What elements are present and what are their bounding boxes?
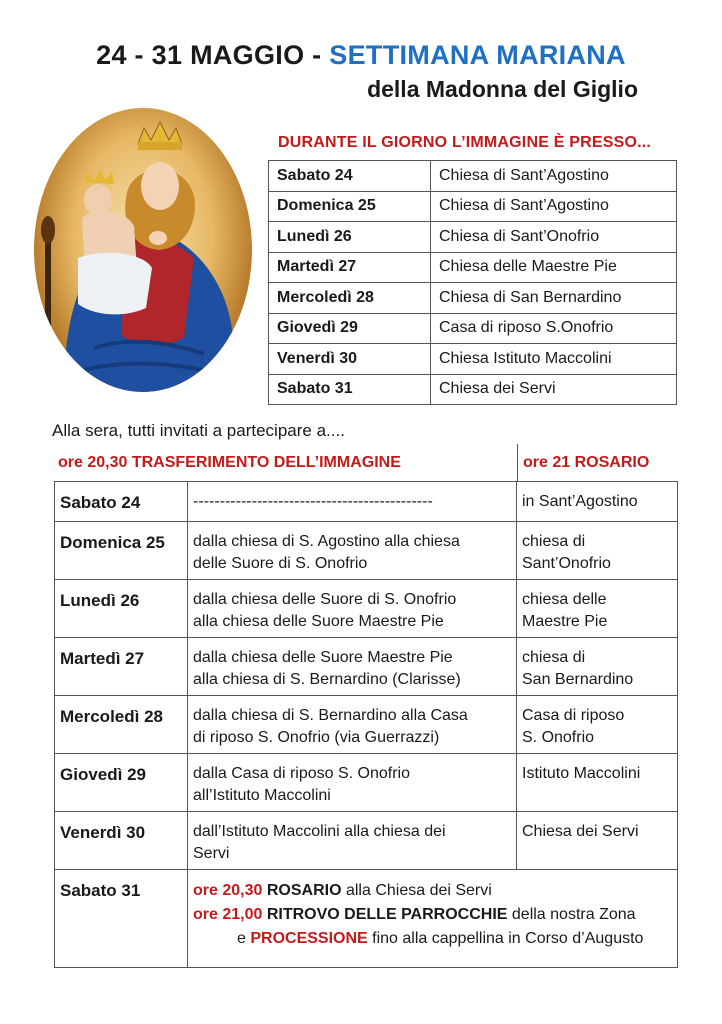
transfer-cell bbox=[188, 522, 517, 580]
table-row bbox=[269, 161, 677, 192]
evening-table bbox=[54, 481, 678, 968]
rosary-line: Maestre Pie bbox=[522, 613, 608, 630]
transfer-line: dall’Istituto Maccolini alla chiesa dei bbox=[193, 823, 446, 840]
event-detail: alla Chiesa dei Servi bbox=[341, 882, 492, 899]
day-cell: Giovedì 29 bbox=[55, 754, 188, 812]
day-cell: Domenica 25 bbox=[269, 191, 431, 222]
rosary-line: S. Onofrio bbox=[522, 729, 595, 746]
transfer-line: alla chiesa delle Suore Maestre Pie bbox=[193, 613, 444, 630]
transfer-line: dalla chiesa di S. Agostino alla chiesa bbox=[193, 533, 460, 550]
rosary-line: San Bernardino bbox=[522, 671, 634, 688]
day-cell: Mercoledì 28 bbox=[269, 283, 431, 314]
place-cell: Chiesa delle Maestre Pie bbox=[431, 252, 677, 283]
rosary-line: chiesa di bbox=[522, 649, 586, 666]
table-row bbox=[269, 344, 677, 375]
header-divider bbox=[517, 444, 518, 481]
day-cell: Lunedì 26 bbox=[55, 580, 188, 638]
day-cell: Lunedì 26 bbox=[269, 222, 431, 253]
page-title bbox=[0, 40, 722, 71]
day-cell: Mercoledì 28 bbox=[55, 696, 188, 754]
time-label: ore 21,00 bbox=[193, 906, 263, 923]
place-cell: Chiesa dei Servi bbox=[431, 374, 677, 405]
transfer-line: dalla chiesa delle Suore di S. Onofrio bbox=[193, 591, 457, 608]
time-label: ore 20,30 bbox=[193, 882, 263, 899]
rosary-cell bbox=[517, 580, 678, 638]
title-event: SETTIMANA MARIANA bbox=[329, 40, 626, 70]
final-line-3 bbox=[193, 927, 672, 951]
event-detail: fino alla cappellina in Corso d’Augusto bbox=[367, 930, 644, 947]
rosary-cell bbox=[517, 482, 678, 522]
table-row bbox=[269, 222, 677, 253]
day-cell: Domenica 25 bbox=[55, 522, 188, 580]
rosary-cell bbox=[517, 812, 678, 870]
table-row bbox=[269, 283, 677, 314]
day-cell: Sabato 24 bbox=[55, 482, 188, 522]
transfer-cell bbox=[188, 696, 517, 754]
place-cell: Chiesa di Sant’Agostino bbox=[431, 161, 677, 192]
table-row bbox=[55, 638, 678, 696]
daytime-table bbox=[268, 160, 677, 405]
madonna-illustration bbox=[34, 108, 252, 392]
day-cell: Martedì 27 bbox=[55, 638, 188, 696]
transfer-line: di riposo S. Onofrio (via Guerrazzi) bbox=[193, 729, 440, 746]
day-cell: Sabato 31 bbox=[269, 374, 431, 405]
day-cell: Sabato 31 bbox=[55, 870, 188, 968]
rosary-line: Sant’Onofrio bbox=[522, 555, 611, 572]
final-line-2 bbox=[193, 903, 672, 927]
event-label: PROCESSIONE bbox=[250, 930, 368, 947]
table-row-final bbox=[55, 870, 678, 968]
event-label: RITROVO DELLE PARROCCHIE bbox=[266, 906, 508, 923]
conjunction: e bbox=[237, 930, 251, 947]
daytime-heading: DURANTE IL GIORNO L’IMMAGINE È PRESSO... bbox=[278, 134, 652, 151]
rosary-line: in Sant’Agostino bbox=[522, 493, 638, 510]
place-cell: Casa di riposo S.Onofrio bbox=[431, 313, 677, 344]
day-cell: Martedì 27 bbox=[269, 252, 431, 283]
day-cell: Sabato 24 bbox=[269, 161, 431, 192]
table-row bbox=[55, 580, 678, 638]
place-cell: Chiesa di San Bernardino bbox=[431, 283, 677, 314]
transfer-line: Servi bbox=[193, 845, 230, 862]
place-cell: Chiesa Istituto Maccolini bbox=[431, 344, 677, 375]
table-row bbox=[55, 522, 678, 580]
transfer-line: dalla Casa di riposo S. Onofrio bbox=[193, 765, 410, 782]
rosary-line: chiesa di bbox=[522, 533, 586, 550]
rosary-cell bbox=[517, 754, 678, 812]
table-row bbox=[55, 482, 678, 522]
final-program-cell bbox=[188, 870, 678, 968]
day-cell: Venerdì 30 bbox=[269, 344, 431, 375]
transfer-line: all’Istituto Maccolini bbox=[193, 787, 331, 804]
table-row bbox=[269, 374, 677, 405]
final-line-1 bbox=[193, 879, 672, 903]
transfer-line: --------------------------------------------- bbox=[193, 493, 433, 510]
transfer-line: alla chiesa di S. Bernardino (Clarisse) bbox=[193, 671, 461, 688]
evening-intro: Alla sera, tutti invitati a partecipare a.... bbox=[52, 421, 345, 440]
day-cell: Venerdì 30 bbox=[55, 812, 188, 870]
table-row bbox=[269, 191, 677, 222]
rosary-cell bbox=[517, 638, 678, 696]
place-cell: Chiesa di Sant’Onofrio bbox=[431, 222, 677, 253]
transfer-cell bbox=[188, 754, 517, 812]
table-row bbox=[55, 696, 678, 754]
rosary-line: Chiesa dei Servi bbox=[522, 823, 639, 840]
place-cell: Chiesa di Sant’Agostino bbox=[431, 191, 677, 222]
rosary-cell bbox=[517, 522, 678, 580]
transfer-line: dalla chiesa delle Suore Maestre Pie bbox=[193, 649, 453, 666]
rosary-column-header: ore 21 ROSARIO bbox=[523, 454, 650, 471]
title-dates: 24 - 31 MAGGIO - bbox=[96, 40, 330, 70]
transfer-line: delle Suore di S. Onofrio bbox=[193, 555, 368, 572]
table-row bbox=[269, 313, 677, 344]
event-detail: della nostra Zona bbox=[507, 906, 636, 923]
transfer-cell bbox=[188, 580, 517, 638]
transfer-cell bbox=[188, 638, 517, 696]
transfer-line: dalla chiesa di S. Bernardino alla Casa bbox=[193, 707, 468, 724]
rosary-cell bbox=[517, 696, 678, 754]
transfer-column-header: ore 20,30 TRASFERIMENTO DELL’IMMAGINE bbox=[58, 454, 401, 471]
event-label: ROSARIO bbox=[266, 882, 342, 899]
table-row bbox=[55, 812, 678, 870]
table-row bbox=[55, 754, 678, 812]
transfer-cell bbox=[188, 482, 517, 522]
madonna-image bbox=[34, 108, 252, 392]
rosary-line: chiesa delle bbox=[522, 591, 607, 608]
rosary-line: Casa di riposo bbox=[522, 707, 625, 724]
rosary-line: Istituto Maccolini bbox=[522, 765, 641, 782]
table-row bbox=[269, 252, 677, 283]
transfer-cell bbox=[188, 812, 517, 870]
page-subtitle: della Madonna del Giglio bbox=[367, 76, 638, 102]
day-cell: Giovedì 29 bbox=[269, 313, 431, 344]
